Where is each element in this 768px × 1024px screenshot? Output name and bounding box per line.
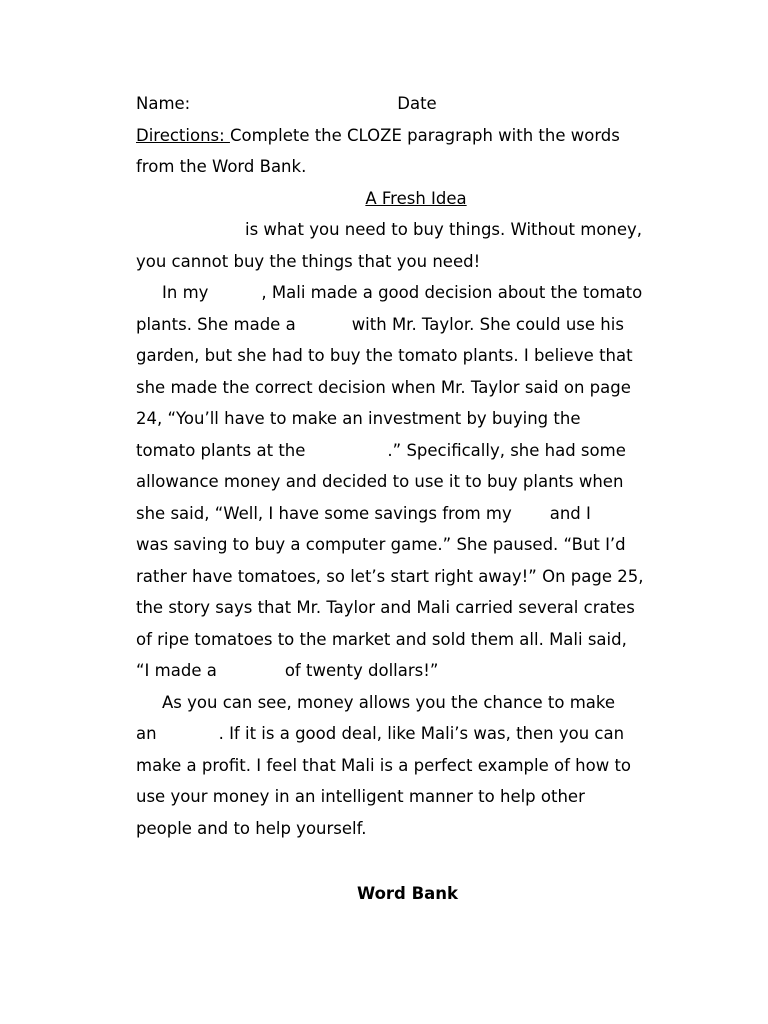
paragraph-line xyxy=(136,813,696,845)
paragraph-text: is what you need to buy things. Without money, xyxy=(245,220,643,239)
paragraph-text: and I xyxy=(549,503,591,523)
paragraph-text: 24, “You’ll have to make an investment by buying the xyxy=(136,409,581,428)
directions-label: Directions: xyxy=(136,125,230,145)
paragraph-line xyxy=(136,403,696,435)
worksheet-page xyxy=(136,88,696,903)
date-label: Date xyxy=(397,94,437,113)
paragraph-text: garden, but she had to buy the tomato plants. I believe that xyxy=(136,346,633,365)
title-line xyxy=(136,183,696,215)
paragraph-text: of twenty dollars!” xyxy=(284,661,439,680)
paragraph-line xyxy=(136,529,696,561)
paragraph-text: allowance money and decided to use it to buy plants when xyxy=(136,472,624,491)
paragraph-line xyxy=(136,687,696,719)
paragraph-line xyxy=(136,781,696,813)
paragraph-line xyxy=(136,372,696,404)
paragraph-text: rather have tomatoes, so let’s start right away!” On page 25, xyxy=(136,566,644,586)
paragraph-text: she made the correct decision when Mr. Taylor said on page xyxy=(136,377,631,397)
paragraph-text: “I made a xyxy=(136,661,217,680)
paragraph-text: with Mr. Taylor. She could use his xyxy=(351,314,624,334)
paragraph-line xyxy=(136,466,696,498)
paragraph-text: of ripe tomatoes to the market and sold them all. Mali said, xyxy=(136,629,627,649)
paragraph-text: As you can see, money allows you the chance to make xyxy=(162,692,616,712)
paragraph-line xyxy=(136,340,696,372)
paragraph-text: In my xyxy=(162,283,209,302)
paragraph-line xyxy=(136,277,696,309)
worksheet-title: A Fresh Idea xyxy=(365,188,467,208)
directions-line-2 xyxy=(136,151,696,183)
paragraph-text: was saving to buy a computer game.” She paused. “But I’d xyxy=(136,535,626,554)
paragraph-line xyxy=(136,498,696,530)
name-label: Name: xyxy=(136,94,191,113)
header-line xyxy=(136,88,696,120)
paragraph-line xyxy=(136,750,696,782)
paragraph-line xyxy=(136,718,696,750)
paragraph-text: make a profit. I feel that Mali is a perfect example of how to xyxy=(136,755,632,775)
paragraph-text: an xyxy=(136,724,157,743)
paragraph-line xyxy=(136,246,696,278)
paragraph-line xyxy=(136,435,696,467)
paragraph-text: she said, “Well, I have some savings from my xyxy=(136,503,512,523)
paragraph-line xyxy=(136,624,696,656)
paragraph-line xyxy=(136,214,696,246)
paragraph-line xyxy=(136,592,696,624)
paragraph-text: , Mali made a good decision about the tomato xyxy=(261,283,643,302)
paragraph-line xyxy=(136,655,696,687)
word-bank-title: Word Bank xyxy=(356,884,459,903)
paragraph-text: plants. She made a xyxy=(136,314,296,334)
paragraph-text: tomato plants at the xyxy=(136,440,306,460)
paragraph-text: . If it is a good deal, like Mali’s was, then you can xyxy=(218,724,625,743)
paragraph-text: the story says that Mr. Taylor and Mali carried several crates xyxy=(136,598,635,617)
paragraph-text: use your money in an intelligent manner to help other xyxy=(136,787,585,806)
directions-line-1 xyxy=(136,120,696,152)
paragraph-text: .” Specifically, she had some xyxy=(387,440,626,460)
paragraph-text: you cannot buy the things that you need! xyxy=(136,251,481,271)
directions-text-cont: from the Word Bank. xyxy=(136,157,307,176)
paragraph-text: people and to help yourself. xyxy=(136,818,367,838)
paragraph-line xyxy=(136,561,696,593)
directions-text: Complete the CLOZE paragraph with the words xyxy=(229,125,620,145)
paragraph-line xyxy=(136,309,696,341)
